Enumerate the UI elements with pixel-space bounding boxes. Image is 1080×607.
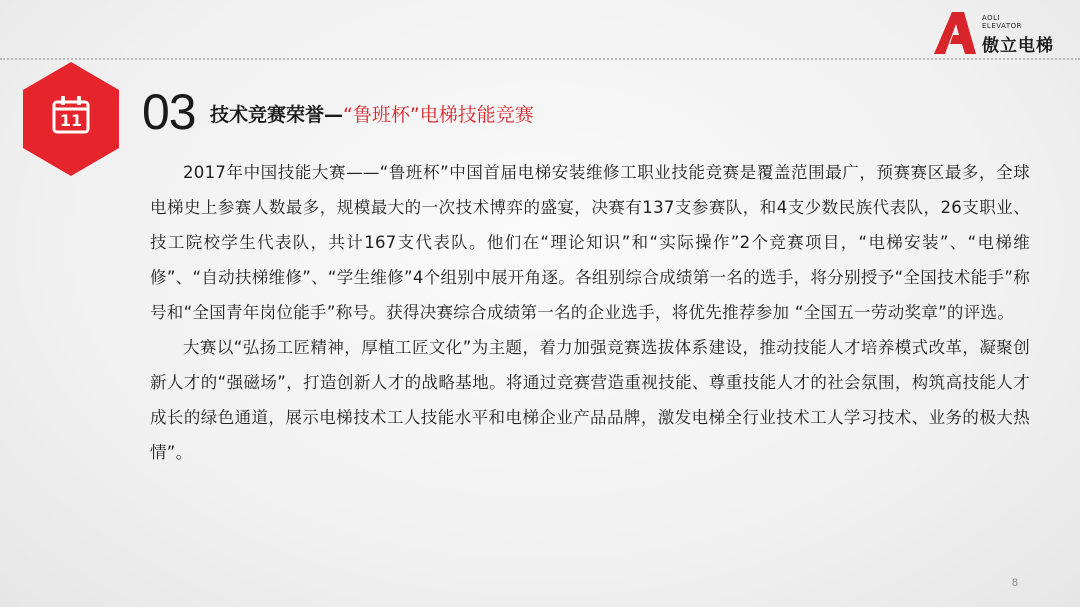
- header-divider: [0, 58, 1080, 60]
- body-text: [150, 155, 1030, 470]
- section-title-main: 技术竞赛荣誉—: [210, 104, 344, 126]
- page-number: 8: [1011, 577, 1018, 589]
- section-title-accent: “鲁班杯”电梯技能竞赛: [343, 104, 534, 126]
- section-badge: [20, 60, 122, 178]
- section-title: [210, 102, 534, 128]
- logo-english-text: [982, 14, 1022, 30]
- logo-en-line2: ELEVATOR: [982, 22, 1022, 30]
- logo-en-line1: AOLI: [982, 14, 1001, 22]
- aoli-elevator-logo: [932, 10, 1062, 56]
- body-paragraph-2: 大赛以“弘扬工匠精神，厚植工匠文化”为主题，着力加强竞赛选拔体系建设，推动技能人才培养模式改革，凝聚创新人才的“强磁场”，打造创新人才的战略基地。将通过竞赛营造重视技能、尊重技能人才的社会氛围，构筑高技能人才成长的绿色通道，展示电梯技术工人技能水平和电梯企业产品品牌，激发电梯全行业技术工人学习技术、业务的极大热情”。: [150, 338, 1030, 462]
- body-paragraph-1: 2017年中国技能大赛——“鲁班杯”中国首届电梯安装维修工职业技能竞赛是覆盖范围最广，预赛赛区最多，全球电梯史上参赛人数最多，规模最大的一次技术博弈的盛宴，决赛有137支参赛队，和4支少数民族代表队，26支职业、技工院校学生代表队，共计167支代表队。他们在“理论知识”和“实际操作”2个竞赛项目，“电梯安装”、“电梯维修”、“自动扶梯维修”、“学生维修”4个组别中展开角逐。各组别综合成绩第一名的选手，将分别授予“全国技术能手”称号和“全国青年岗位能手”称号。获得决赛综合成绩第一名的企业选手，将优先推荐参加 “全国五一劳动奖章”的评选。: [150, 163, 1030, 322]
- logo-a-mark-icon: [932, 12, 976, 54]
- calendar-day-number: 11: [59, 111, 83, 130]
- section-number: 03: [142, 84, 196, 140]
- logo-chinese-text: 傲立电梯: [982, 36, 1054, 56]
